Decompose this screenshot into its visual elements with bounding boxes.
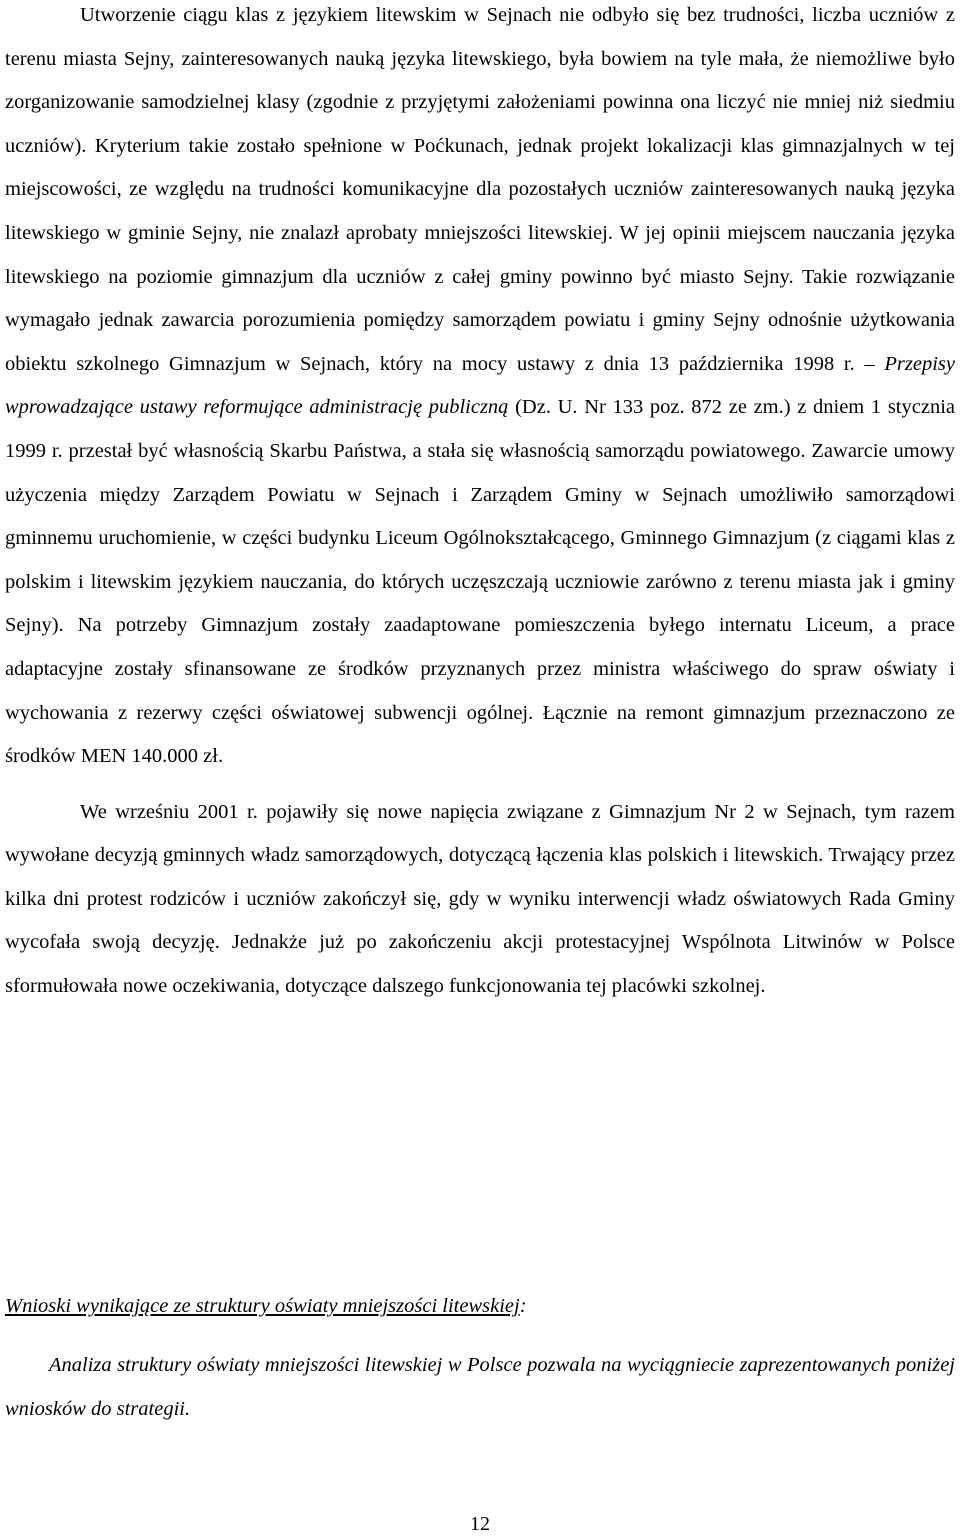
conclusion-paragraph: Analiza struktury oświaty mniejszości litewskiej w Polsce pozwala na wyciągniecie zaprezentowanych poniżej wniosków do strategii.	[5, 1354, 955, 1420]
paragraph-1-text-b: (Dz. U. Nr 133 poz. 872 ze zm.) z dniem 1 stycznia 1999 r. przestał być własnością Skarbu Państwa, a stała się własnością samorządu powiatowego. Zawarcie umowy użyczenia między Zarządem Powiatu w Sejnach i Zarządem Gminy w Sejnach umożliwiło samorządowi gminnemu uruchomienie, w części budynku Liceum Ogólnokształcącego, Gminnego Gimnazjum (z ciągami klas z polskim i litewskim językiem nauczania, do których uczęszczają uczniowie zarówno z terenu miasta jak i gminy Sejny). Na potrzeby Gimnazjum zostały zaadaptowane pomieszczenia byłego internatu Liceum, a prace adaptacyjne zostały sfinansowane ze środków przyznanych przez ministra właściwego do spraw oświaty i wychowania z rezerwy części oświatowej subwencji ogólnej. Łącznie na remont gimnazjum przeznaczono ze środków MEN 140.000 zł.	[5, 396, 955, 768]
page-number: 12	[470, 1513, 490, 1535]
paragraph-1	[5, 0, 955, 779]
paragraph-1-act-title: Przepisy wprowadzające ustawy reformujące administrację publiczną	[5, 352, 955, 419]
section-heading-colon: :	[519, 1295, 527, 1317]
paragraph-1-text-a: Utworzenie ciągu klas z językiem litewskim w Sejnach nie odbyło się bez trudności, liczba uczniów z terenu miasta Sejny, zainteresowanych nauką języka litewskiego, była bowiem na tyle mała, że niemożliwe było zorganizowanie samodzielnej klasy (zgodnie z przyjętymi założeniami powinna ona liczyć nie mniej niż siedmiu uczniów). Kryterium takie zostało spełnione w Poćkunach, jednak projekt lokalizacji klas gimnazjalnych w tej miejscowości, ze względu na trudności komunikacyjne dla pozostałych uczniów zainteresowanych nauką języka litewskiego w gminie Sejny, nie znalazł aprobaty mniejszości litewskiej. W jej opinii miejscem nauczania języka litewskiego na poziomie gimnazjum dla uczniów z całej gminy powinno być miasto Sejny. Takie rozwiązanie wymagało jednak zawarcia porozumienia pomiędzy samorządem powiatu i gminy Sejny odnośnie użytkowania obiektu szkolnego Gimnazjum w Sejnach, który na mocy ustawy z dnia 13 października 1998 r. –	[5, 4, 955, 375]
paragraph-2-text: We wrześniu 2001 r. pojawiły się nowe napięcia związane z Gimnazjum Nr 2 w Sejnach, tym razem wywołane decyzją gminnych władz samorządowych, dotyczącą łączenia klas polskich i litewskich. Trwający przez kilka dni protest rodziców i uczniów zakończył się, gdy w wyniku interwencji władz oświatowych Rada Gminy wycofała swoją decyzję. Jednakże już po zakończeniu akcji protestacyjnej Wspólnota Litwinów w Polsce sformułowała nowe oczekiwania, dotyczące dalszego funkcjonowania tej placówki szkolnej.	[5, 800, 955, 998]
section-heading-text: Wnioski wynikające ze struktury oświaty mniejszości litewskiej	[5, 1295, 520, 1317]
section-heading	[5, 1288, 527, 1324]
paragraph-2	[5, 791, 955, 1009]
document-page	[5, 0, 955, 1009]
